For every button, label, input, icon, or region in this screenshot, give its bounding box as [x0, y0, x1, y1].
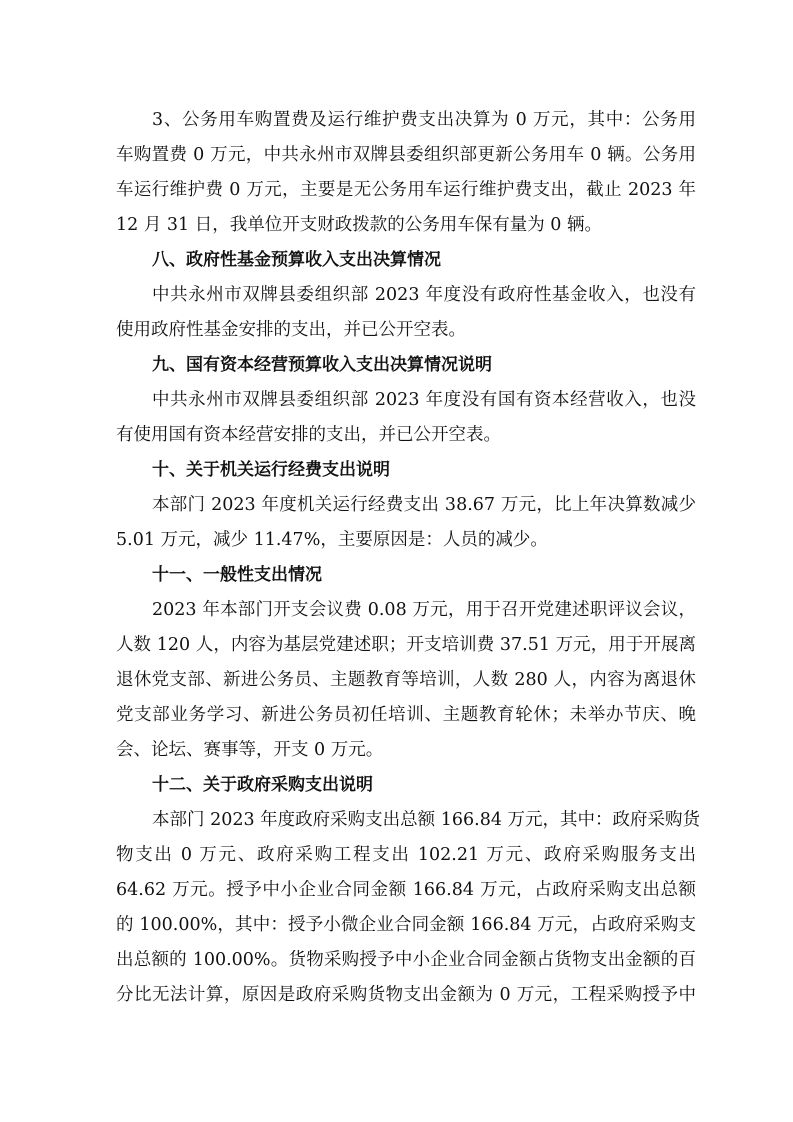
paragraph-line: 物支出 0 万元、政府采购工程支出 102.21 万元、政府采购服务支出: [116, 845, 696, 865]
paragraph-line: 出总额的 100.00%。货物采购授予中小企业合同金额占货物支出金额的百: [116, 950, 696, 970]
paragraph-line: 本部门 2023 年度政府采购支出总额 166.84 万元，其中：政府采购货: [152, 810, 701, 830]
paragraph-line: 的 100.00%，其中：授予小微企业合同金额 166.84 万元，占政府采购支: [116, 915, 696, 935]
paragraph-line: 人数 120 人，内容为基层党建述职；开支培训费 37.51 万元，用于开展离: [116, 635, 696, 655]
paragraph-line: 中共永州市双牌县委组织部 2023 年度没有政府性基金收入，也没有: [152, 285, 696, 305]
paragraph-line: 本部门 2023 年度机关运行经费支出 38.67 万元，比上年决算数减少: [152, 495, 696, 515]
paragraph-line: 会、论坛、赛事等，开支 0 万元。: [116, 740, 384, 760]
paragraph-line: 64.62 万元。授予中小企业合同金额 166.84 万元，占政府采购支出总额: [116, 880, 696, 900]
paragraph-line: 2023 年本部门开支会议费 0.08 万元，用于召开党建述职评议会议，: [152, 600, 696, 620]
paragraph-line: 5.01 万元，减少 11.47%，主要原因是：人员的减少。: [116, 530, 548, 550]
section-heading-12: 十二、关于政府采购支出说明: [152, 775, 373, 795]
section-heading-8: 八、政府性基金预算收入支出决算情况: [152, 250, 441, 270]
section-heading-10: 十、关于机关运行经费支出说明: [152, 460, 390, 480]
paragraph-line: 中共永州市双牌县委组织部 2023 年度没有国有资本经营收入，也没: [152, 390, 696, 410]
paragraph-line: 退休党支部、新进公务员、主题教育等培训，人数 280 人，内容为离退休: [116, 670, 696, 690]
section-heading-9: 九、国有资本经营预算收入支出决算情况说明: [152, 355, 492, 375]
paragraph-line: 分比无法计算，原因是政府采购货物支出金额为 0 万元，工程采购授予中: [116, 985, 696, 1005]
section-heading-11: 十一、一般性支出情况: [152, 565, 322, 585]
paragraph-line: 党支部业务学习、新进公务员初任培训、主题教育轮休；未举办节庆、晚: [116, 705, 696, 725]
paragraph-line: 使用政府性基金安排的支出，并已公开空表。: [116, 320, 466, 340]
paragraph-line: 3、公务用车购置费及运行维护费支出决算为 0 万元，其中：公务用: [152, 110, 696, 130]
paragraph-line: 有使用国有资本经营安排的支出，并已公开空表。: [116, 425, 501, 445]
paragraph-line: 车运行维护费 0 万元，主要是无公务用车运行维护费支出，截止 2023 年: [116, 180, 696, 200]
paragraph-line: 车购置费 0 万元，中共永州市双牌县委组织部更新公务用车 0 辆。公务用: [116, 145, 696, 165]
paragraph-line: 12 月 31 日，我单位开支财政拨款的公务用车保有量为 0 辆。: [116, 215, 602, 235]
